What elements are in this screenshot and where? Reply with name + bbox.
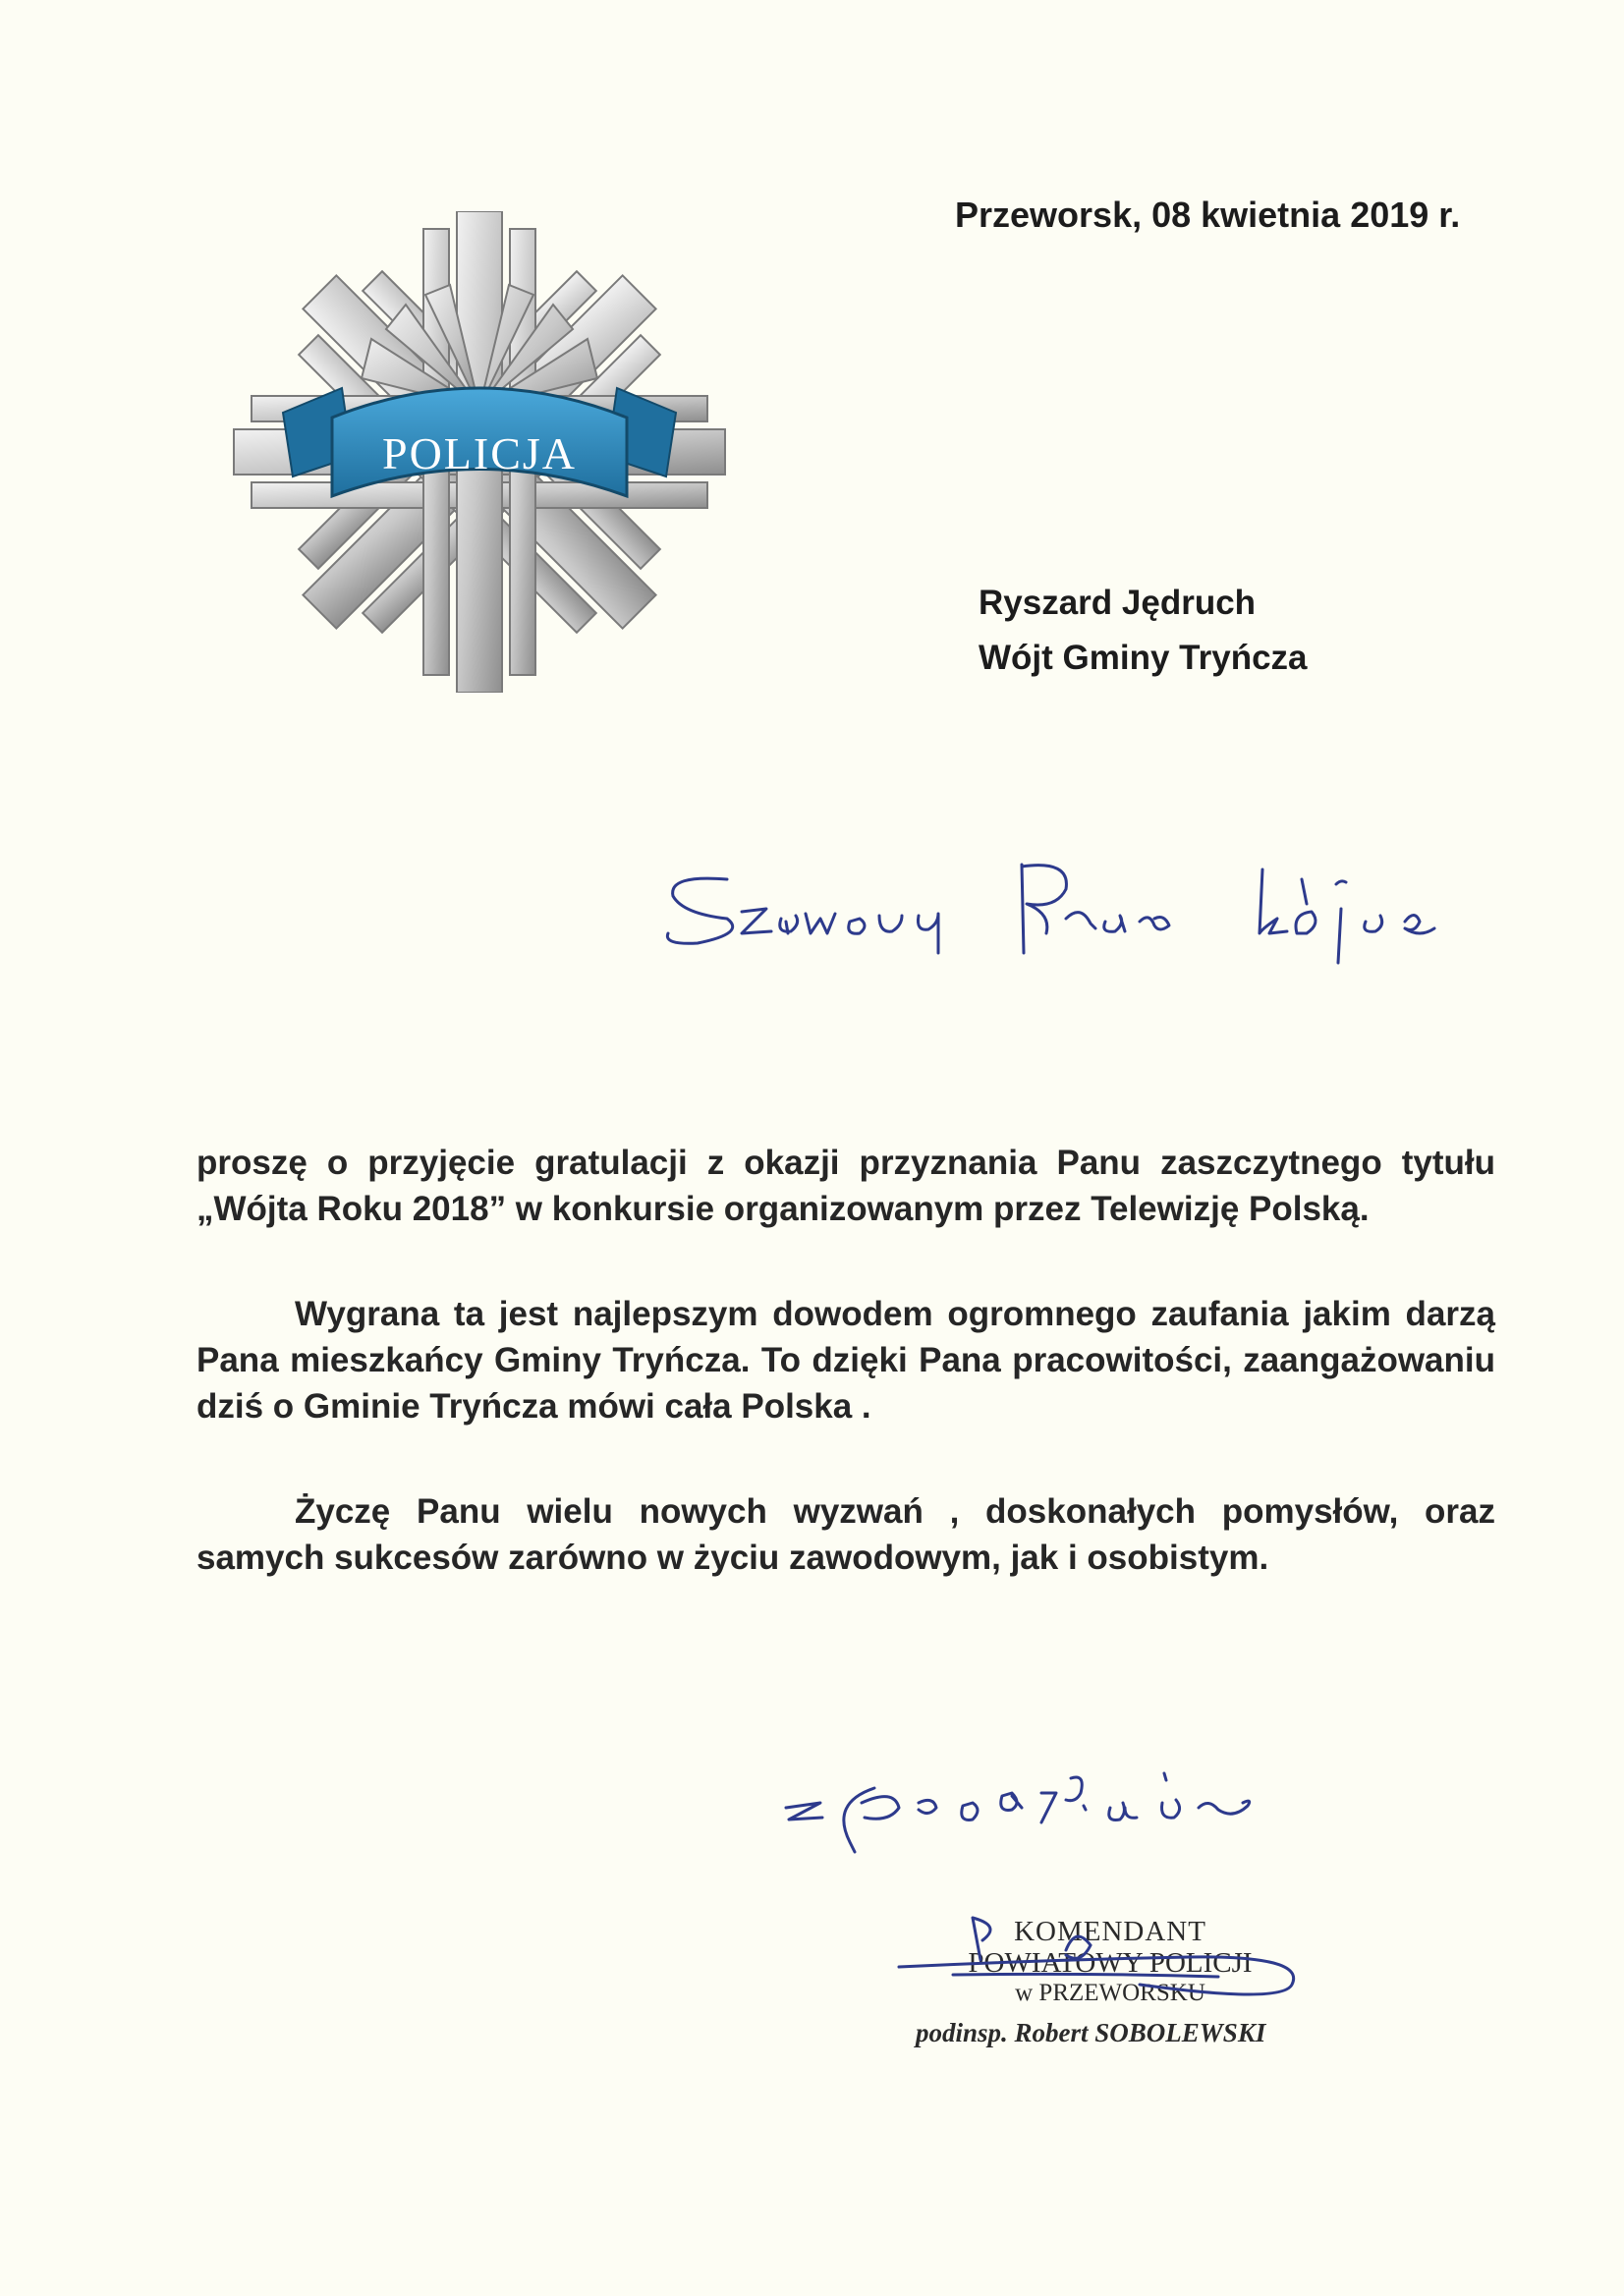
recipient-block — [979, 576, 1308, 686]
paragraph-2: Wygrana ta jest najlepszym dowodem ogromnego zaufania jakim darzą Pana mieszkańcy Gminy Tryńcza. To dzięki Pana pracowitości, zaangażowaniu dziś o Gminie Tryńcza mówi cała Polska . — [196, 1295, 1495, 1426]
handwritten-closing — [771, 1749, 1361, 1857]
date-line: Przeworsk, 08 kwietnia 2019 r. — [955, 195, 1461, 235]
stamp-line-1: KOMENDANT — [1014, 1916, 1206, 1947]
recipient-title: Wójt Gminy Tryńcza — [979, 639, 1308, 677]
salutation-text: Szanowny Panie Wójcie — [658, 835, 669, 836]
logo-text: POLICJA — [381, 428, 578, 478]
letter-body — [196, 1140, 1495, 1581]
recipient-name: Ryszard Jędruch — [979, 584, 1257, 622]
paragraph-1: proszę o przyjęcie gratulacji z okazji przyznania Panu zaszczytnego tytułu „Wójta Roku 2018” w konkursie organizowanym przez Telewizję Polską. — [196, 1144, 1495, 1228]
paragraph-3: Życzę Panu wielu nowych wyzwań , doskonałych pomysłów, oraz samych sukcesów zarówno w życiu zawodowym, jak i osobistym. — [196, 1492, 1495, 1577]
official-stamp — [914, 1916, 1307, 2008]
handwritten-salutation — [658, 835, 1542, 973]
signature-stroke — [894, 1906, 1316, 2014]
police-star-icon — [224, 211, 735, 693]
closing-text: z poważaniem — [771, 1749, 778, 1750]
signer-name: podinsp. Robert SOBOLEWSKI — [916, 2018, 1266, 2047]
stamp-line-3: w PRZEWORSKU — [1015, 1980, 1205, 2006]
stamp-line-2: POWIATOWY POLICJI — [968, 1947, 1253, 1979]
